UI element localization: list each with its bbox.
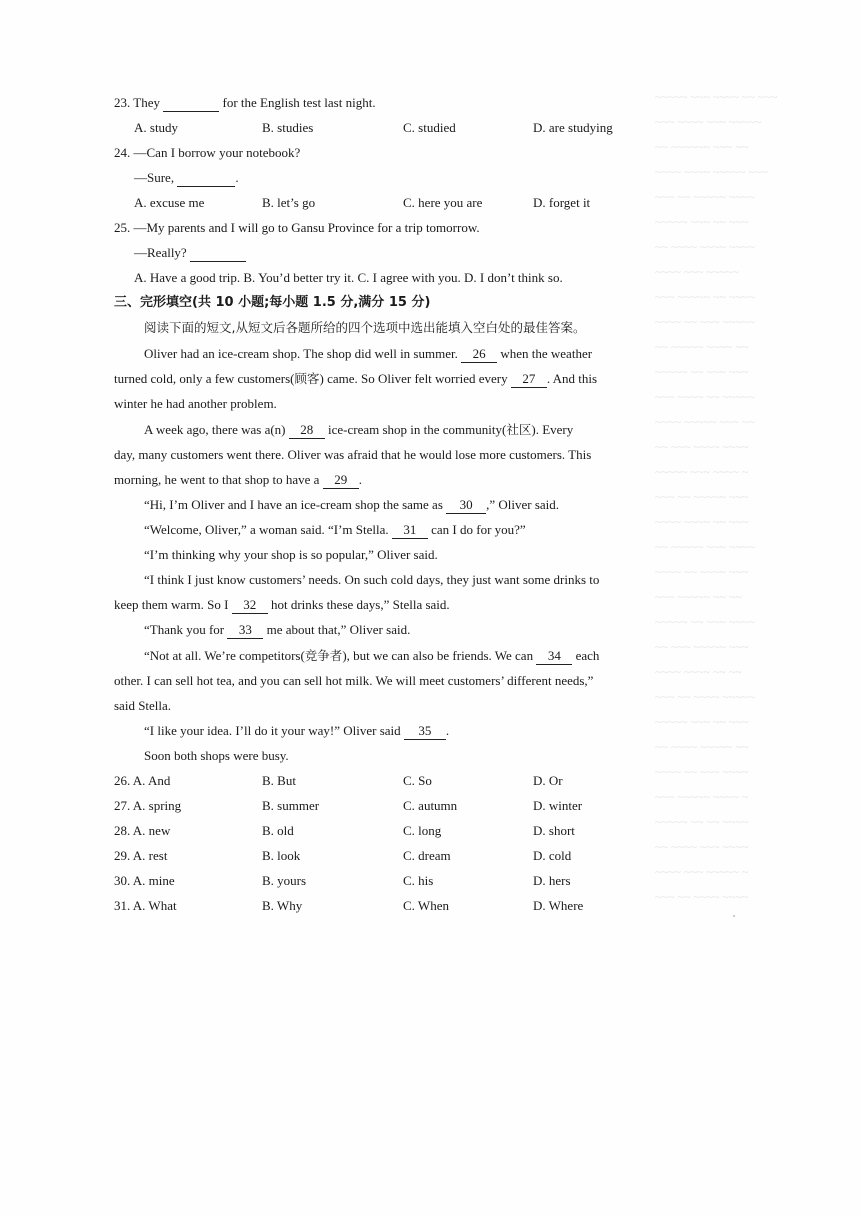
q25-reply-text: —Really? [134, 245, 187, 260]
passage-line [144, 346, 592, 363]
q26-option-c: C. So [403, 773, 432, 788]
q26-option-b: B. But [262, 773, 296, 788]
passage-text: keep them warm. So I [114, 597, 229, 612]
q24-blank [177, 170, 235, 187]
passage-text: can I do for you?” [431, 522, 526, 537]
blank-26: 26 [461, 346, 497, 363]
q31-option-a: 31. A. What [114, 898, 177, 913]
q28-option-d: D. short [533, 823, 575, 838]
passage-text: “I like your idea. I’ll do it your way!” Oliver said [144, 723, 401, 738]
scan-speck [733, 915, 735, 917]
passage-text: hot drinks these days,” Stella said. [270, 597, 450, 612]
passage-text: morning, he went to that shop to have a [114, 472, 320, 487]
q30-option-d: D. hers [533, 873, 571, 888]
q25-options: A. Have a good trip. B. You’d better try it. C. I agree with you. D. I don’t think so. [134, 270, 563, 285]
q28-option-b: B. old [262, 823, 294, 838]
blank-32: 32 [232, 597, 268, 614]
passage-gloss: 顾客 [294, 371, 320, 386]
bleed-through-text: ~~~~~ ~~~ ~~~~ ~~ ~~~ ~~~ ~~~~ ~~~ ~~~~~ ~~ ~~~~~~ ~~~ ~~ ~~~~ ~~~~ ~~~~~ ~~~ ~~~ ~~ ~~~~~ ~~~~ ~~~~~ ~~~ ~~ ~~~ ~~ ~~~~ ~~~~ ~~~~ ~~~~ ~~~ ~~~~~ ~~~ ~~~~~ ~~ ~~~~ ~~~~ ~~ ~~~ ~~~~~ ~~ ~~~~~ ~~~~ ~~ ~~~~~ ~~ ~~~ ~~~ ~~~ ~~~~ ~~ ~~~~~ ~~~~ ~~~~~ ~~~ ~~ ~~ ~~~ ~~~~ ~~~~ ~~~~~ ~~~ ~~~~ ~ ~~~ ~~ ~~~~~ ~~~ ~~~~ ~~~~ ~~ ~~~ ~~ ~~~~~ ~~~ ~~~~ ~~~~ ~~ ~~~~ ~~~ ~~~ ~~~~~ ~~ ~~ ~~~~~ ~~ ~~~ ~~~~ ~~ ~~~ ~~~~~ ~~~ ~~~~ ~~~~ ~~ ~~ ~~~ ~~ ~~~~ ~~~~~ ~~~~~ ~~~ ~~ ~~~ ~~ ~~~~ ~~~~~ ~~ ~~~~ ~~ ~~~ ~~~~ ~~~ ~~~~~ ~~~~ ~ ~~~~~ ~~ ~~ ~~~~ ~~ ~~~~ ~~~ ~~~~ ~~~~ ~~~ ~~~~~ ~ ~~~ ~~ ~~~~ ~~~~ [655, 90, 778, 904]
passage-line [144, 497, 559, 514]
q30-option-a: 30. A. mine [114, 873, 175, 888]
passage-line [144, 648, 599, 665]
q23-option-d: D. are studying [533, 120, 613, 135]
blank-28: 28 [289, 422, 325, 439]
passage-text: . [445, 723, 450, 738]
q27-option-b: B. summer [262, 798, 320, 813]
q31-option-c: C. When [403, 898, 449, 913]
passage-line [114, 371, 597, 388]
q23-stem-start: 23. They [114, 95, 160, 110]
passage-line: winter he had another problem. [114, 396, 277, 411]
passage-gloss: 竞争者 [304, 648, 343, 663]
blank-31: 31 [392, 522, 428, 539]
q24-option-b: B. let’s go [262, 195, 316, 210]
passage-text: ). Every [531, 422, 574, 437]
passage-line: said Stella. [114, 698, 172, 713]
passage-text: ,” Oliver said. [486, 497, 560, 512]
passage-line [144, 723, 449, 740]
q31-option-b: B. Why [262, 898, 303, 913]
passage-text: ) came. So Oliver felt worried every [319, 371, 508, 386]
q28-option-a: 28. A. new [114, 823, 171, 838]
passage-line [144, 622, 410, 639]
passage-line [114, 597, 450, 614]
passage-text: “Hi, I’m Oliver and I have an ice-cream shop the same as [144, 497, 443, 512]
passage-line [114, 472, 362, 489]
passage-text: “Not at all. We’re competitors( [144, 648, 305, 663]
q24-reply [134, 170, 239, 187]
q23-stem-end: for the English test last night. [222, 95, 376, 110]
passage-line [144, 422, 573, 439]
blank-27: 27 [511, 371, 547, 388]
q29-option-b: B. look [262, 848, 301, 863]
q27-option-c: C. autumn [403, 798, 458, 813]
passage-line [144, 522, 526, 539]
passage-text: ), but we can also be friends. We can [342, 648, 534, 663]
q29-option-d: D. cold [533, 848, 572, 863]
passage-text: turned cold, only a few customers( [114, 371, 295, 386]
q24-reply-start: —Sure, [134, 170, 175, 185]
section-heading: 三、完形填空(共 10 小题;每小题 1.5 分,满分 15 分) [114, 295, 431, 310]
passage-text: . And this [546, 371, 598, 386]
q30-option-b: B. yours [262, 873, 307, 888]
q23-option-b: B. studies [262, 120, 314, 135]
q23-blank [163, 95, 219, 112]
passage-line: “I’m thinking why your shop is so popular,” Oliver said. [144, 547, 438, 562]
q24-option-d: D. forget it [533, 195, 591, 210]
passage-text: Oliver had an ice-cream shop. The shop did well in summer. [144, 346, 458, 361]
q29-option-c: C. dream [403, 848, 451, 863]
q31-option-d: D. Where [533, 898, 584, 913]
q23-option-a: A. study [134, 120, 179, 135]
passage-text: A week ago, there was a(n) [144, 422, 286, 437]
blank-30: 30 [446, 497, 486, 514]
passage-text: when the weather [500, 346, 593, 361]
passage-text: ice-cream shop in the community( [328, 422, 507, 437]
q24-option-a: A. excuse me [134, 195, 205, 210]
passage-line: Soon both shops were busy. [144, 748, 289, 763]
q24-reply-end: . [235, 170, 239, 185]
passage-line: day, many customers went there. Oliver was afraid that he would lose more customers. This [114, 447, 592, 462]
blank-33: 33 [227, 622, 263, 639]
q25-reply [134, 245, 246, 262]
q29-option-a: 29. A. rest [114, 848, 168, 863]
q26-option-a: 26. A. And [114, 773, 171, 788]
q23-option-c: C. studied [403, 120, 456, 135]
passage-text: “Welcome, Oliver,” a woman said. “I’m Stella. [144, 522, 389, 537]
q27-option-d: D. winter [533, 798, 583, 813]
q26-option-d: D. Or [533, 773, 563, 788]
section-instruction: 阅读下面的短文,从短文后各题所给的四个选项中选出能填入空白处的最佳答案。 [144, 320, 586, 335]
passage-text: me about that,” Oliver said. [266, 622, 411, 637]
q30-option-c: C. his [403, 873, 434, 888]
passage-line: other. I can sell hot tea, and you can sell hot milk. We will meet customers’ different needs,” [114, 673, 594, 688]
passage-text: . [358, 472, 362, 487]
q28-option-c: C. long [403, 823, 442, 838]
passage-gloss: 社区 [506, 422, 532, 437]
q24-option-c: C. here you are [403, 195, 483, 210]
q24-stem: 24. —Can I borrow your notebook? [114, 145, 301, 160]
blank-35: 35 [404, 723, 446, 740]
q27-option-a: 27. A. spring [114, 798, 182, 813]
passage-text: “Thank you for [144, 622, 225, 637]
passage-text: each [575, 648, 600, 663]
blank-29: 29 [323, 472, 359, 489]
q23-stem [114, 95, 376, 112]
blank-34: 34 [536, 648, 572, 665]
q25-stem: 25. —My parents and I will go to Gansu Province for a trip tomorrow. [114, 220, 480, 235]
passage-line: “I think I just know customers’ needs. On such cold days, they just want some drinks to [144, 572, 600, 587]
q25-blank [190, 245, 246, 262]
